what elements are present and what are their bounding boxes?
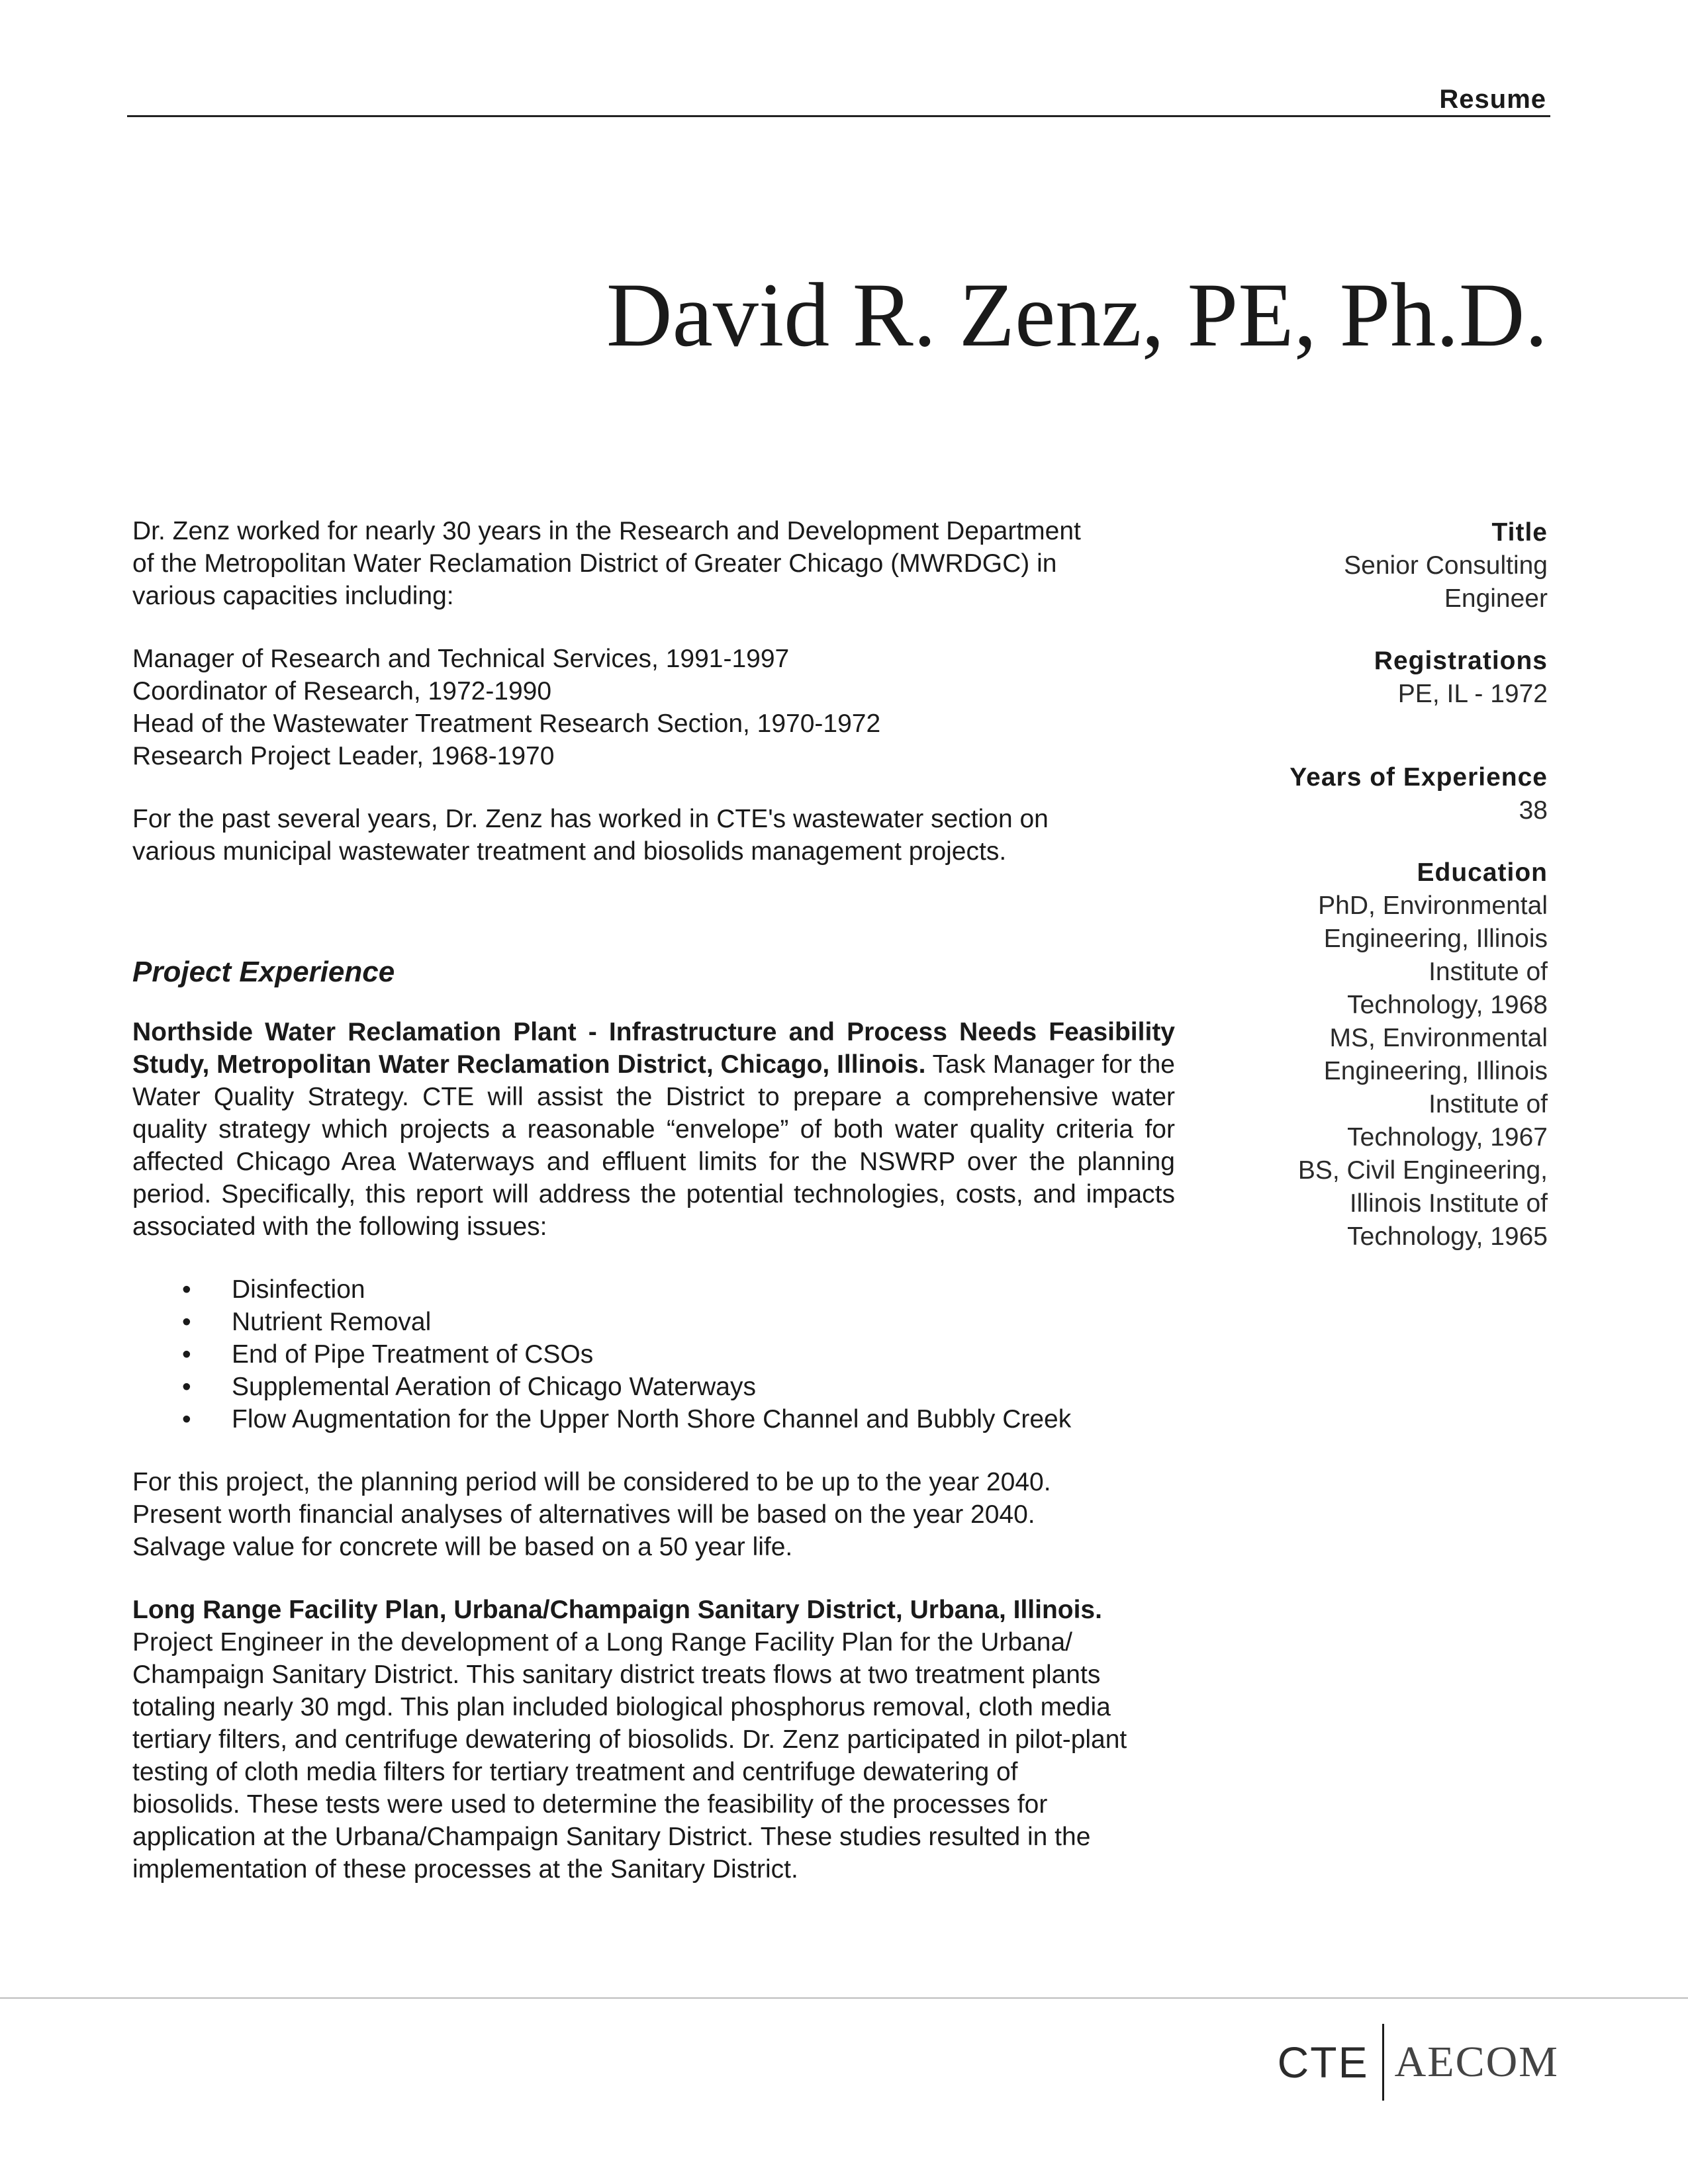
project-urbana-line: testing of cloth media filters for tertiary treatment and centrifuge dewatering of <box>132 1758 1018 1786</box>
intro-line: Dr. Zenz worked for nearly 30 years in the Research and Development Department <box>132 517 1081 545</box>
sidebar-value: Engineer <box>1444 584 1548 613</box>
list-item: • End of Pipe Treatment of CSOs <box>232 1338 1175 1371</box>
sidebar-value: BS, Civil Engineering, <box>1297 1156 1548 1185</box>
list-item: • Nutrient Removal <box>232 1306 1175 1338</box>
list-item: • Flow Augmentation for the Upper North Shore Channel and Bubbly Creek <box>232 1403 1175 1435</box>
sidebar-title-block <box>1270 516 1548 615</box>
sidebar-value: Technology, 1967 <box>1347 1123 1548 1152</box>
section-heading-project-experience: Project Experience <box>132 956 395 988</box>
project-urbana-line: application at the Urbana/Champaign Sanitary District. These studies resulted in the <box>132 1823 1091 1851</box>
sidebar-value: Institute of <box>1429 958 1548 986</box>
sidebar-label-title: Title <box>1491 518 1548 547</box>
project-urbana-line: biosolids. These tests were used to determine the feasibility of the processes for <box>132 1790 1048 1819</box>
sidebar-value: PE, IL - 1972 <box>1397 680 1548 708</box>
sidebar-education-block <box>1270 856 1548 1253</box>
intro-line: of the Metropolitan Water Reclamation District of Greater Chicago (MWRDGC) in <box>132 549 1057 578</box>
sidebar-label-education: Education <box>1417 858 1548 887</box>
sidebar-value: Illinois Institute of <box>1349 1189 1548 1218</box>
project-urbana-line: implementation of these processes at the Sanitary District. <box>132 1855 798 1884</box>
planning-line: Salvage value for concrete will be based on a 50 year life. <box>132 1533 793 1561</box>
logo-aecom: AECOM <box>1394 2038 1559 2086</box>
company-logo <box>1278 2024 1559 2101</box>
planning-line: For this project, the planning period will be considered to be up to the year 2040. <box>132 1468 1051 1496</box>
sidebar-value: Engineering, Illinois <box>1323 1057 1548 1085</box>
intro-line: various capacities including: <box>132 582 454 610</box>
sidebar-value: Senior Consulting <box>1344 551 1548 580</box>
project-northside-body: Task Manager for the Water Quality Strategy. CTE will assist the District to prepare a comprehensive water quality strategy which projects a reasonable “envelope” of both water quality criteria for affected Chicago Area Waterways and effluent limits for the NSWRP over the planning period. Specifically, this report will address the potential technologies, costs, and impacts associated with the following issues: <box>132 1050 1175 1241</box>
sidebar-value: Engineering, Illinois <box>1323 925 1548 953</box>
intro-line: various municipal wastewater treatment and biosolids management projects. <box>132 837 1007 866</box>
list-item: • Disinfection <box>232 1273 1175 1306</box>
issues-list <box>132 1273 1175 1435</box>
position-item: Research Project Leader, 1968-1970 <box>132 742 555 770</box>
project-urbana-line: tertiary filters, and centrifuge dewatering of biosolids. Dr. Zenz participated in pilot-plant <box>132 1725 1127 1754</box>
page-title: David R. Zenz, PE, Ph.D. <box>606 264 1548 365</box>
header-label: Resume <box>1439 85 1546 114</box>
logo-cte: CTE <box>1277 2038 1369 2087</box>
footer-rule <box>0 1997 1688 1999</box>
sidebar-experience-block <box>1270 761 1548 827</box>
project-urbana-title: Long Range Facility Plan, Urbana/Champaign Sanitary District, Urbana, Illinois. <box>132 1596 1102 1624</box>
sidebar-label-registrations: Registrations <box>1374 647 1548 675</box>
header-rule <box>127 115 1550 117</box>
position-item: Head of the Wastewater Treatment Research Section, 1970-1972 <box>132 709 881 738</box>
sidebar-label-experience: Years of Experience <box>1289 763 1548 792</box>
position-item: Manager of Research and Technical Services, 1991-1997 <box>132 645 790 673</box>
intro-line: For the past several years, Dr. Zenz has worked in CTE's wastewater section on <box>132 805 1049 833</box>
sidebar-value: Technology, 1968 <box>1347 991 1548 1019</box>
sidebar-value: PhD, Environmental <box>1318 891 1548 920</box>
project-northside-paragraph <box>132 1016 1175 1243</box>
position-item: Coordinator of Research, 1972-1990 <box>132 677 552 705</box>
sidebar-value: 38 <box>1519 796 1548 825</box>
project-urbana-line: Champaign Sanitary District. This sanitary district treats flows at two treatment plants <box>132 1661 1101 1689</box>
sidebar-value: Institute of <box>1429 1090 1548 1118</box>
sidebar <box>1270 516 1548 1283</box>
main-column <box>132 515 1175 1886</box>
project-northside-title: Northside Water Reclamation Plant - Infrastructure and Process Needs Feasibility Study, Metropolitan Water Reclamation District, Chicago, Illinois. <box>132 1018 1175 1079</box>
sidebar-value: MS, Environmental <box>1329 1024 1548 1052</box>
project-urbana-line: totaling nearly 30 mgd. This plan included biological phosphorus removal, cloth media <box>132 1693 1111 1721</box>
list-item: • Supplemental Aeration of Chicago Waterways <box>232 1371 1175 1403</box>
sidebar-value: Technology, 1965 <box>1347 1222 1548 1251</box>
sidebar-registrations-block <box>1270 645 1548 711</box>
planning-line: Present worth financial analyses of alternatives will be based on the year 2040. <box>132 1500 1035 1529</box>
project-urbana-line: Project Engineer in the development of a Long Range Facility Plan for the Urbana/ <box>132 1628 1073 1657</box>
